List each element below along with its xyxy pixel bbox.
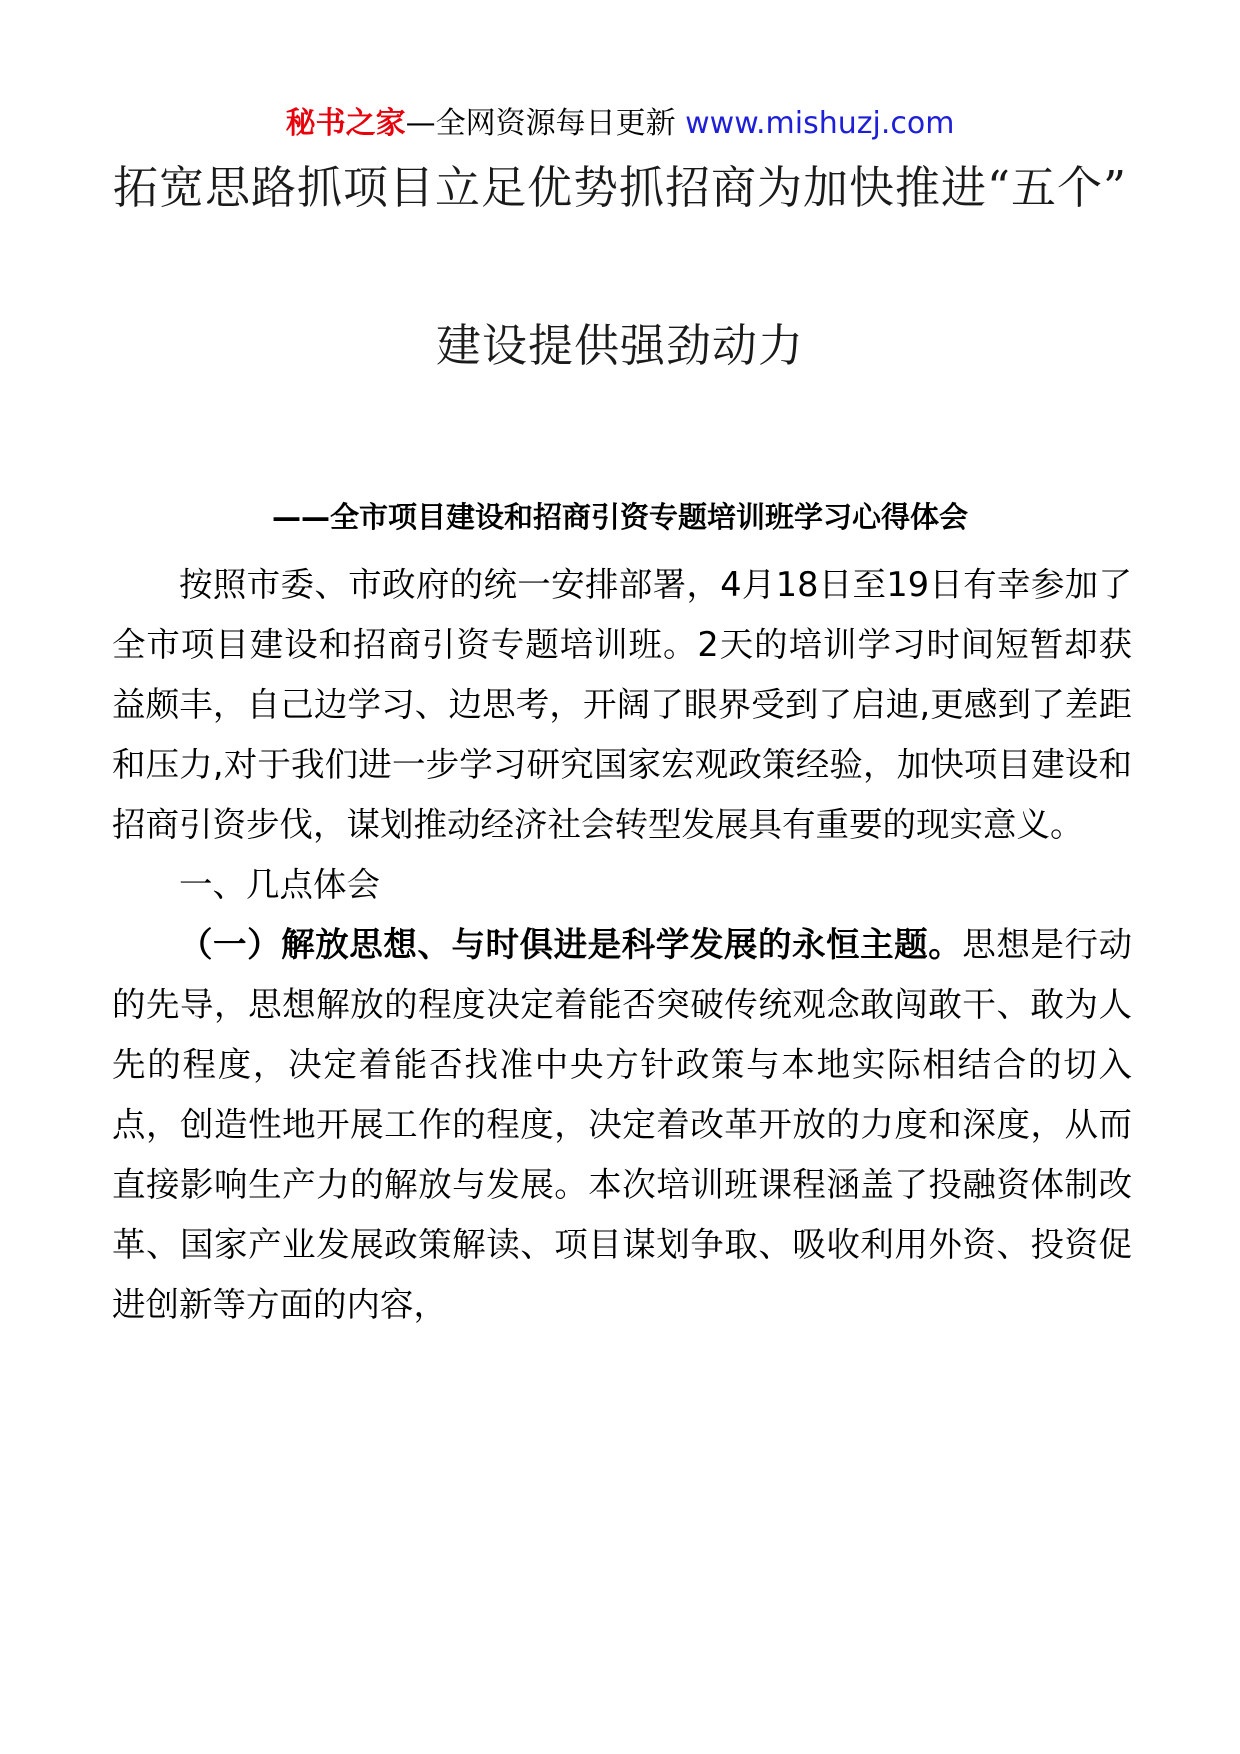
header-url-link[interactable]: www.mishuzj.com — [685, 106, 955, 141]
point-1-paragraph — [112, 915, 1132, 1335]
point-1-text: 思想是行动的先导，思想解放的程度决定着能否突破传统观念敢闯敢干、敢为人先的程度，决定着能否找准中央方针政策与本地实际相结合的切入点，创造性地开展工作的程度，决定着改革开放的力度和深度，从而直接影响生产力的解放与发展。本次培训班课程涵盖了投融资体制改革、国家产业发展政策解读、项目谋划争取、吸收利用外资、投资促进创新等方面的内容， — [112, 925, 1133, 1324]
intro-paragraph: 按照市委、市政府的统一安排部署，4月18日至19日有幸参加了全市项目建设和招商引资专题培训班。2天的培训学习时间短暂却获益颇丰，自己边学习、边思考，开阔了眼界受到了启迪,更感到了差距和压力,对于我们进一步学习研究国家宏观政策经验，加快项目建设和招商引资步伐，谋划推动经济社会转型发展具有重要的现实意义。 — [112, 565, 1132, 844]
document-subtitle: ——全市项目建设和招商引资专题培训班学习心得体会 — [271, 500, 968, 534]
section-heading: 一、几点体会 — [179, 865, 380, 904]
brand-name: 秘书之家 — [285, 106, 406, 141]
header-tagline: —全网资源每日更新 — [405, 106, 686, 141]
document-title-line-1: 拓宽思路抓项目立足优势抓招商为加快推进“五个” — [112, 161, 1127, 214]
point-1-heading: （一）解放思想、与时俱进是科学发展的永恒主题。 — [179, 925, 963, 964]
document-body — [112, 555, 1132, 1335]
document-title-line-2: 建设提供强劲动力 — [435, 319, 804, 372]
watermark-header — [0, 104, 1240, 144]
